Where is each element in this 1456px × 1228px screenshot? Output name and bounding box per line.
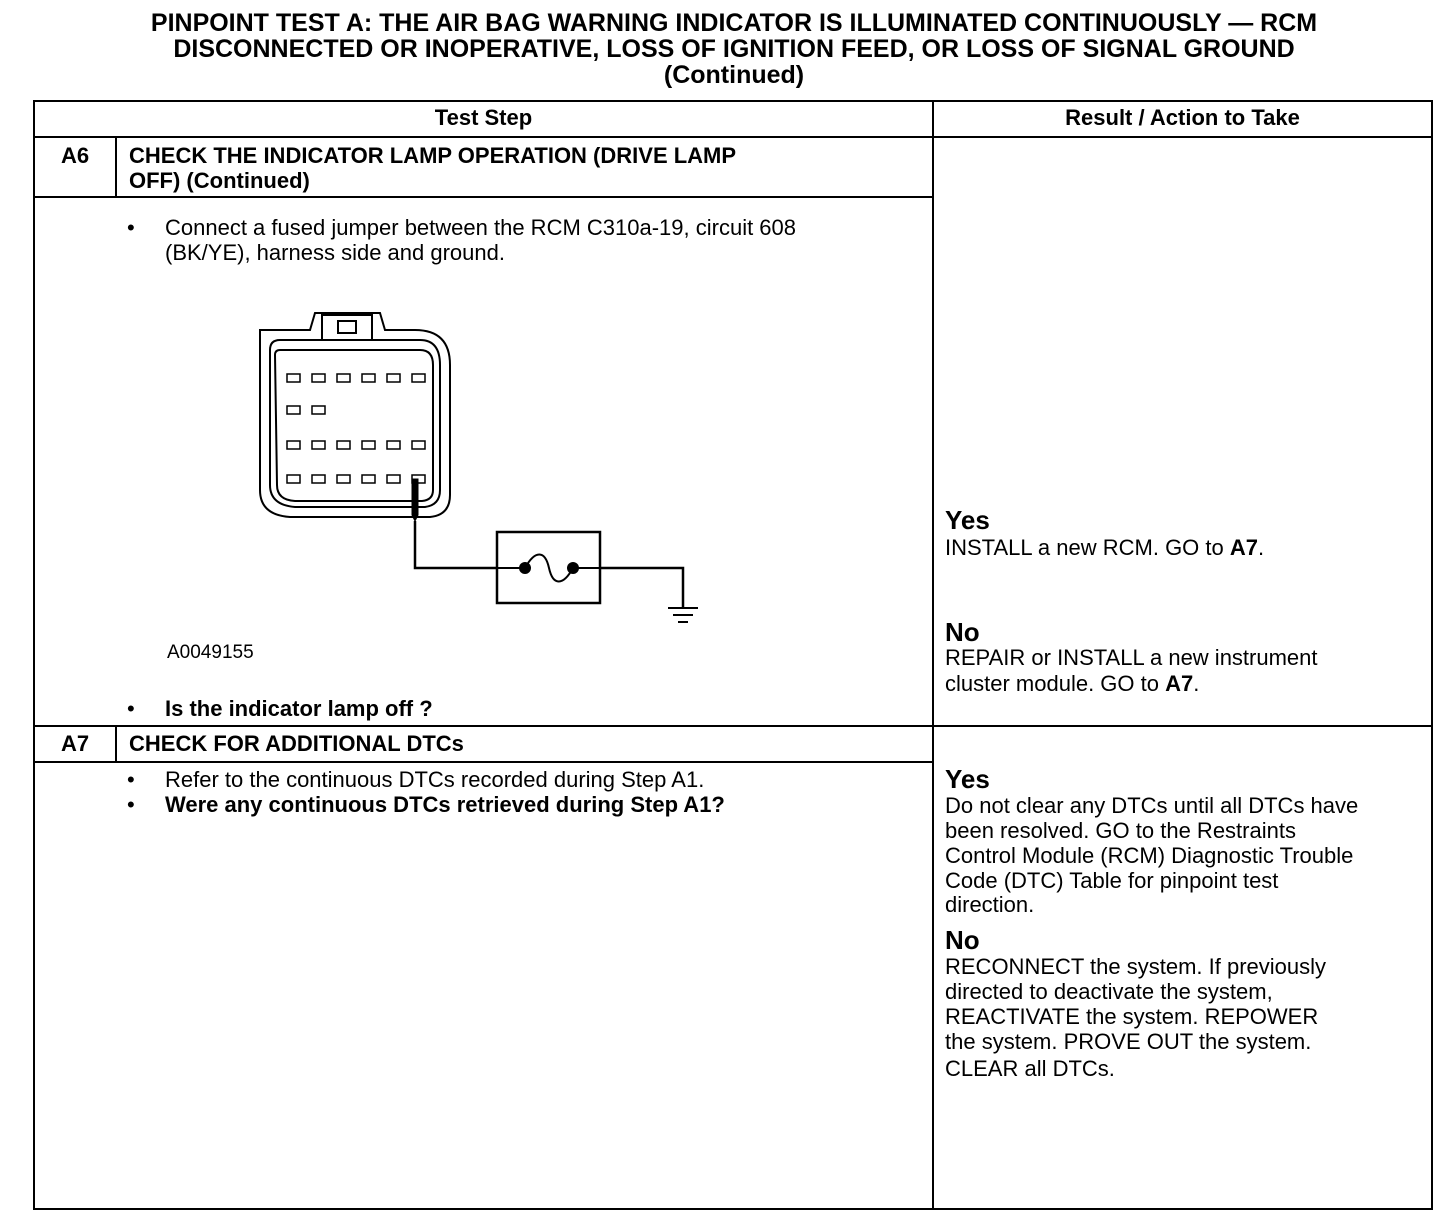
jumper-wire xyxy=(415,521,497,568)
a6-no-ref: A7 xyxy=(1165,671,1194,696)
table-top-border xyxy=(33,100,1433,102)
bullet-mark: • xyxy=(127,696,135,721)
a7-yes-label: Yes xyxy=(945,764,990,794)
a7-no-line-2: directed to deactivate the system, xyxy=(945,979,1273,1004)
a6-heading-divider xyxy=(33,196,933,198)
a7-no-line-5: CLEAR all DTCs. xyxy=(945,1056,1115,1081)
header-test-step: Test Step xyxy=(434,105,533,130)
bullet-mark: • xyxy=(127,792,135,817)
connector-pins xyxy=(287,374,425,483)
title-line-3: (Continued) xyxy=(663,61,805,89)
a7-id-divider xyxy=(115,725,117,763)
a6-bullet-1-line-1: Connect a fused jumper between the RCM C310a-19, circuit 608 xyxy=(165,215,797,240)
a6-yes-suffix: . xyxy=(1258,535,1265,560)
a7-no-line-1: RECONNECT the system. If previously xyxy=(945,954,1327,979)
a7-yes-line-2: been resolved. GO to the Restraints xyxy=(945,818,1296,843)
a7-yes-line-3: Control Module (RCM) Diagnostic Trouble xyxy=(945,843,1354,868)
a7-no-label: No xyxy=(945,925,980,955)
a7-bullet-2: Were any continuous DTCs retrieved during Step A1? xyxy=(165,792,725,817)
connector-jumper-diagram xyxy=(250,305,720,635)
a6-yes-ref: A7 xyxy=(1229,535,1258,560)
bullet-mark: • xyxy=(127,767,135,792)
connector-outline xyxy=(260,313,450,517)
header-result-action: Result / Action to Take xyxy=(1065,105,1300,130)
ground-icon xyxy=(668,608,698,622)
bullet-mark: • xyxy=(127,215,135,240)
page-title xyxy=(34,10,1434,88)
probe-tip xyxy=(412,479,418,521)
a6-no-line-2 xyxy=(945,671,1199,696)
figure-id: A0049155 xyxy=(167,642,254,663)
a6-question: Is the indicator lamp off ? xyxy=(165,696,433,721)
column-divider xyxy=(932,100,934,1210)
a7-yes-line-4: Code (DTC) Table for pinpoint test xyxy=(945,868,1279,893)
a7-heading: CHECK FOR ADDITIONAL DTCs xyxy=(129,731,464,756)
a6-yes-text-prefix: INSTALL a new RCM. GO to xyxy=(945,535,1230,560)
a6-no-line-1: REPAIR or INSTALL a new instrument xyxy=(945,645,1318,670)
a6-heading-line-1: CHECK THE INDICATOR LAMP OPERATION (DRIVE LAMP xyxy=(129,143,737,168)
a6-id-divider xyxy=(115,136,117,198)
title-line-1: PINPOINT TEST A: THE AIR BAG WARNING INDICATOR IS ILLUMINATED CONTINUOUSLY — RCM xyxy=(150,9,1318,37)
a7-yes-line-1: Do not clear any DTCs until all DTCs have xyxy=(945,793,1359,818)
a6-bullet-1-line-2: (BK/YE), harness side and ground. xyxy=(165,240,505,265)
header-divider xyxy=(33,136,1433,138)
a6-yes-text xyxy=(945,535,1264,560)
a7-no-line-3: REACTIVATE the system. REPOWER xyxy=(945,1004,1319,1029)
fuse-icon xyxy=(525,555,573,582)
a6-no-suffix: . xyxy=(1193,671,1200,696)
a6-a7-divider xyxy=(33,725,1433,727)
table-bottom-border xyxy=(33,1208,1433,1210)
a7-yes-line-5: direction. xyxy=(945,892,1035,917)
a6-no-line-2-prefix: cluster module. GO to xyxy=(945,671,1166,696)
a7-bullet-1: Refer to the continuous DTCs recorded during Step A1. xyxy=(165,767,705,792)
title-line-2: DISCONNECTED OR INOPERATIVE, LOSS OF IGNITION FEED, OR LOSS OF SIGNAL GROUND xyxy=(173,35,1295,63)
a7-heading-divider xyxy=(33,761,933,763)
a7-no-line-4: the system. PROVE OUT the system. xyxy=(945,1029,1312,1054)
a6-heading-line-2: OFF) (Continued) xyxy=(129,168,310,193)
step-id-a7: A7 xyxy=(60,731,90,756)
table-right-border xyxy=(1431,100,1433,1210)
a6-no-label: No xyxy=(945,617,980,647)
a6-yes-label: Yes xyxy=(945,505,990,535)
table-left-border xyxy=(33,100,35,1210)
step-id-a6: A6 xyxy=(60,143,90,168)
